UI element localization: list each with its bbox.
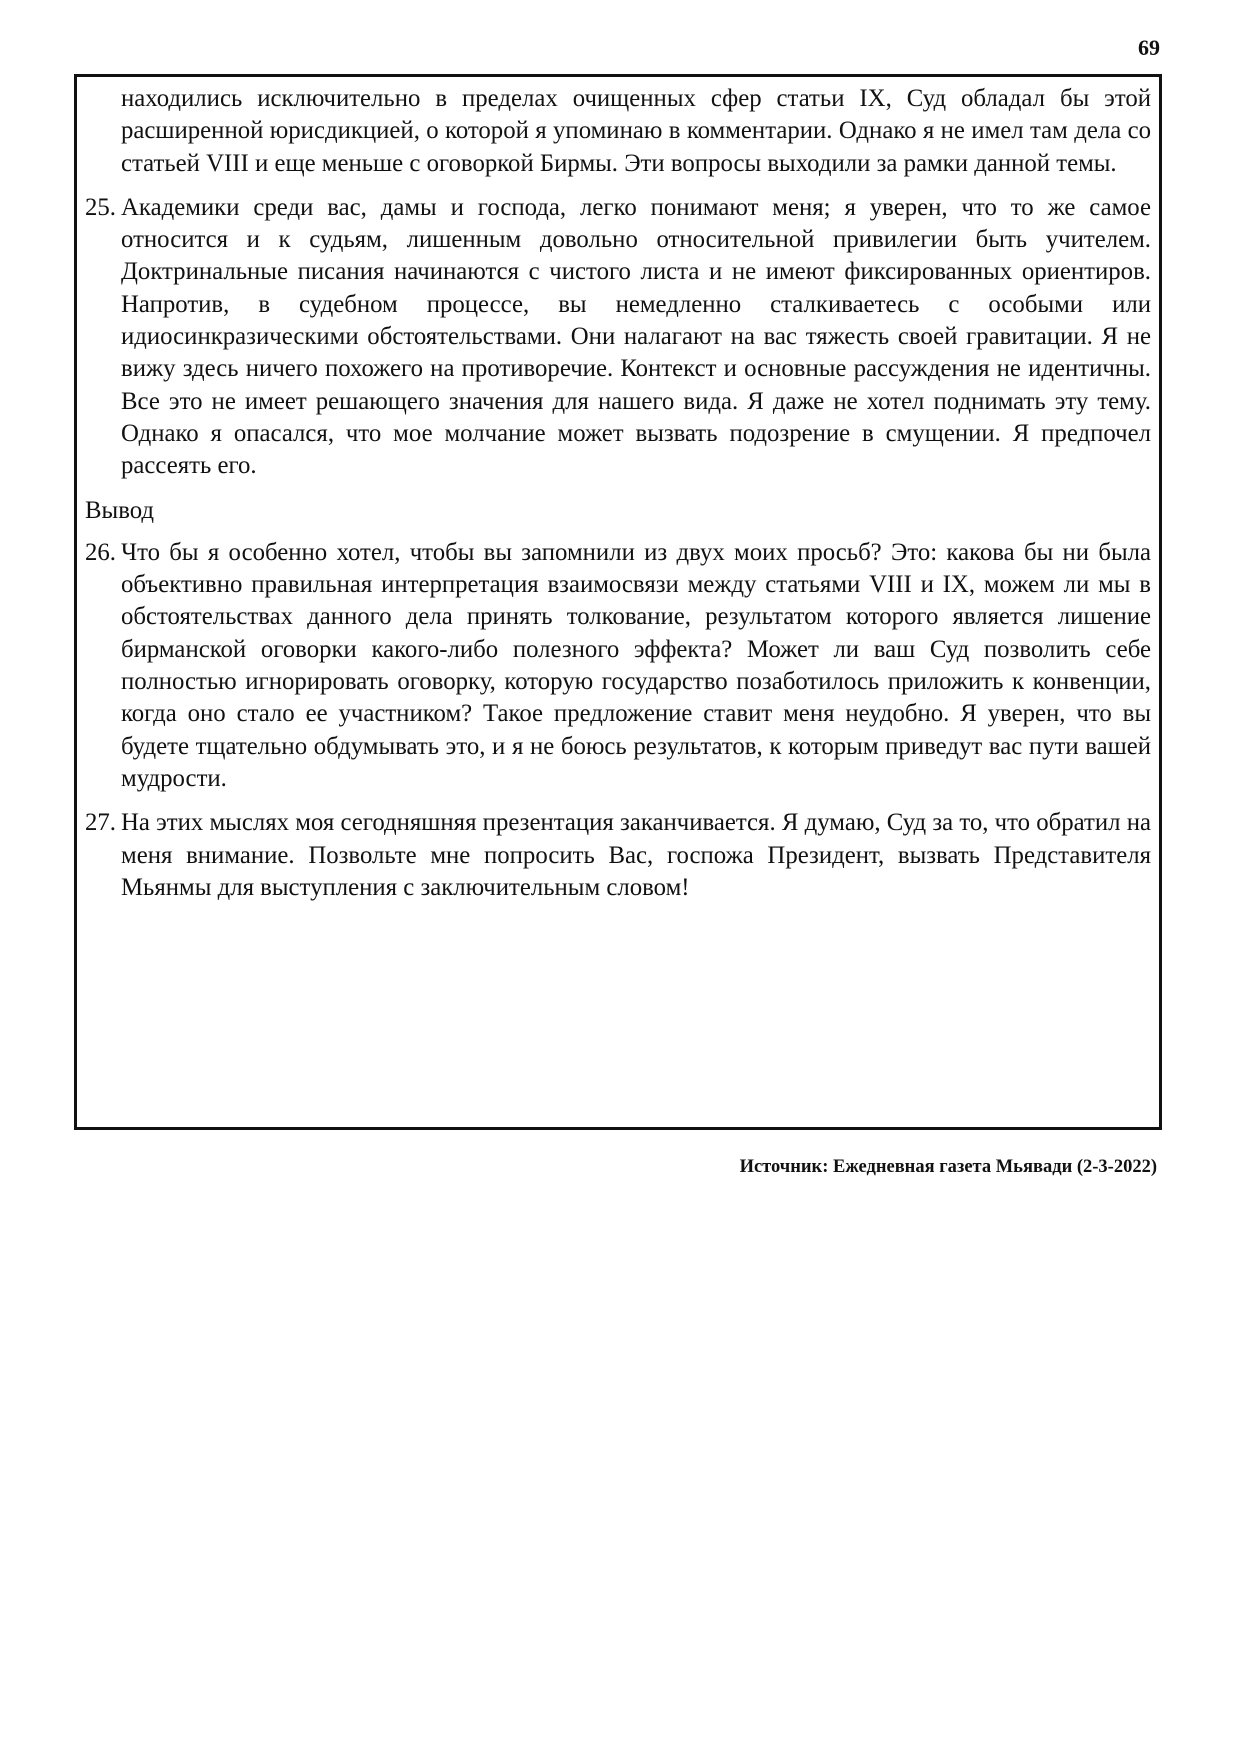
box-content: [85, 83, 1151, 916]
paragraph-text: Что бы я особенно хотел, чтобы вы запомнили из двух моих просьб? Это: какова бы ни была объективно правильная интерпретация взаимосвязи между статьями VIII и IX, можем ли мы в обстоятельствах данного дела принять толкование, результатом которого является лишение бирманской оговорки какого-либо полезного эффекта? Может ли ваш Суд позволить себе полностью игнорировать оговорку, которую государство позаботилось приложить к конвенции, когда оно стало ее участником? Такое предложение ставит меня неудобно. Я уверен, что вы будете тщательно обдумывать это, и я не боюсь результатов, к которым приведут вас пути вашей мудрости.: [121, 538, 1151, 792]
text-box: [74, 74, 1162, 1130]
paragraph-text: Академики среди вас, дамы и господа, легко понимают меня; я уверен, что то же самое относится и к судьям, лишенным довольно относительной привилегии быть учителем. Доктринальные писания начинаются с чистого листа и не имеют фиксированных ориентиров. Напротив, в судебном процессе, вы немедленно сталкиваетесь с особыми или идиосинкразическими обстоятельствами. Они налагают на вас тяжесть своей гравитации. Я не вижу здесь ничего похожего на противоречие. Контекст и основные рассуждения не идентичны. Все это не имеет решающего значения для нашего вида. Я даже не хотел поднимать эту тему. Однако я опасался, что мое молчание может вызвать подозрение в смущении. Я предпочел рассеять его.: [121, 193, 1151, 480]
section-heading: Вывод: [85, 496, 155, 524]
paragraph-number: 25.: [85, 193, 116, 221]
paragraph-number: 26.: [85, 538, 116, 566]
paragraph-number: 27.: [85, 809, 116, 837]
paragraph-25: [85, 192, 1151, 483]
paragraph-text: На этих мыслях моя сегодняшняя презентация заканчивается. Я думаю, Суд за то, что обратил на меня внимание. Позвольте мне попросить Вас, госпожа Президент, вызвать Представителя Мьянмы для выступления с заключительным словом!: [121, 809, 1151, 901]
paragraph-27: [85, 807, 1151, 904]
continuation-paragraph: находились исключительно в пределах очищенных сфер статьи IX, Суд обладал бы этой расширенной юрисдикцией, о которой я упоминаю в комментарии. Однако я не имел там дела со статьей VIII и еще меньше с оговоркой Бирмы. Эти вопросы выходили за рамки данной темы.: [121, 85, 1151, 177]
source-citation: Источник: Ежедневная газета Мьявади (2-3-2022): [739, 1157, 1157, 1177]
page-number: 69: [1138, 35, 1160, 60]
paragraph-26: [85, 537, 1151, 795]
